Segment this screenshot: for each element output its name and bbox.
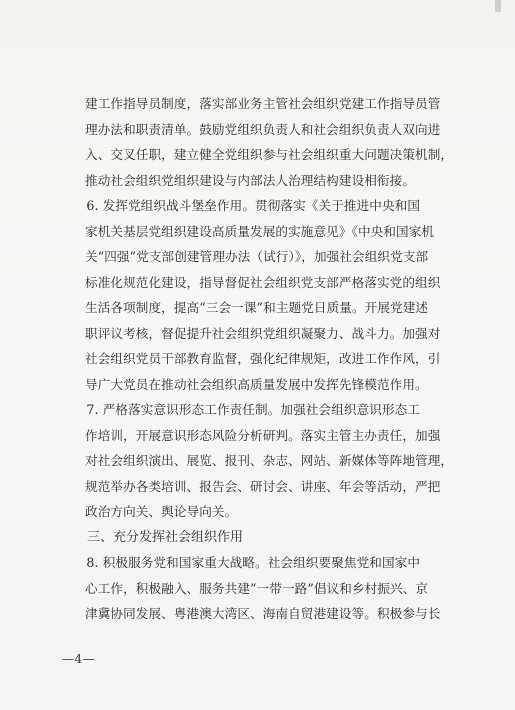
text-line: 建工作指导员制度，落实部业务主管社会组织党建工作指导员管: [85, 96, 441, 111]
text-line: 入、交叉任职，建立健全党组织参与社会组织重大问题决策机制，: [85, 147, 454, 162]
text-line: 家机关基层党组织建设高质量发展的实施意见》《中央和国家机: [85, 223, 435, 239]
text-line: 生活各项制度，提高“三会一课”和主题党日质量。开展党建述: [85, 300, 429, 315]
text-line: 导广大党员在推动社会组织高质量发展中发挥先锋模范作用。: [85, 376, 428, 392]
text-line: 标准化规范化建设，指导督促社会组织党支部严格落实党的组织: [85, 274, 441, 290]
body-text: [61, 91, 454, 627]
text-line: 政治方向关、舆论导向关。: [85, 504, 238, 519]
text-line: 心工作，积极融入、服务共建“一带一路”倡议和乡村振兴、京: [85, 580, 429, 596]
text-line: 8. 积极服务党和国家重大战略。社会组织要聚焦党和国家中: [61, 555, 421, 570]
text-line: 津冀协同发展、粤港澳大湾区、海南自贸港建设等。积极参与长: [85, 606, 441, 621]
text-line: 作培训，开展意识形态风险分析研判。落实主管主办责任，加强: [85, 427, 441, 443]
text-line: 7. 严格落实意识形态工作责任制。加强社会组织意识形态工: [61, 402, 421, 417]
text-line: 关“四强”党支部创建管理办法（试行）》，加强社会组织党支部: [85, 249, 429, 264]
text-line: 职评议考核，督促提升社会组织党组织凝聚力、战斗力。加强对: [85, 325, 441, 341]
page-corner-mark: [495, 0, 501, 12]
text-line: 规范举办各类培训、报告会、研讨会、讲座、年会等活动，严把: [85, 478, 441, 494]
page-number: —4—: [62, 652, 96, 666]
section-heading: 三、充分发挥社会组织作用: [61, 529, 244, 545]
text-line: 理办法和职责清单。鼓励党组织负责人和社会组织负责人双向进: [85, 121, 441, 137]
text-line: 对社会组织演出、展览、报刊、杂志、网站、新媒体等阵地管理，: [85, 453, 454, 468]
text-line: 6. 发挥党组织战斗堡垒作用。贯彻落实《关于推进中央和国: [61, 198, 421, 213]
text-line: 推动社会组织党组织建设与内部法人治理结构建设相衔接。: [85, 172, 416, 188]
text-line: 社会组织党员干部教育监督，强化纪律规矩，改进工作作风，引: [85, 351, 441, 366]
